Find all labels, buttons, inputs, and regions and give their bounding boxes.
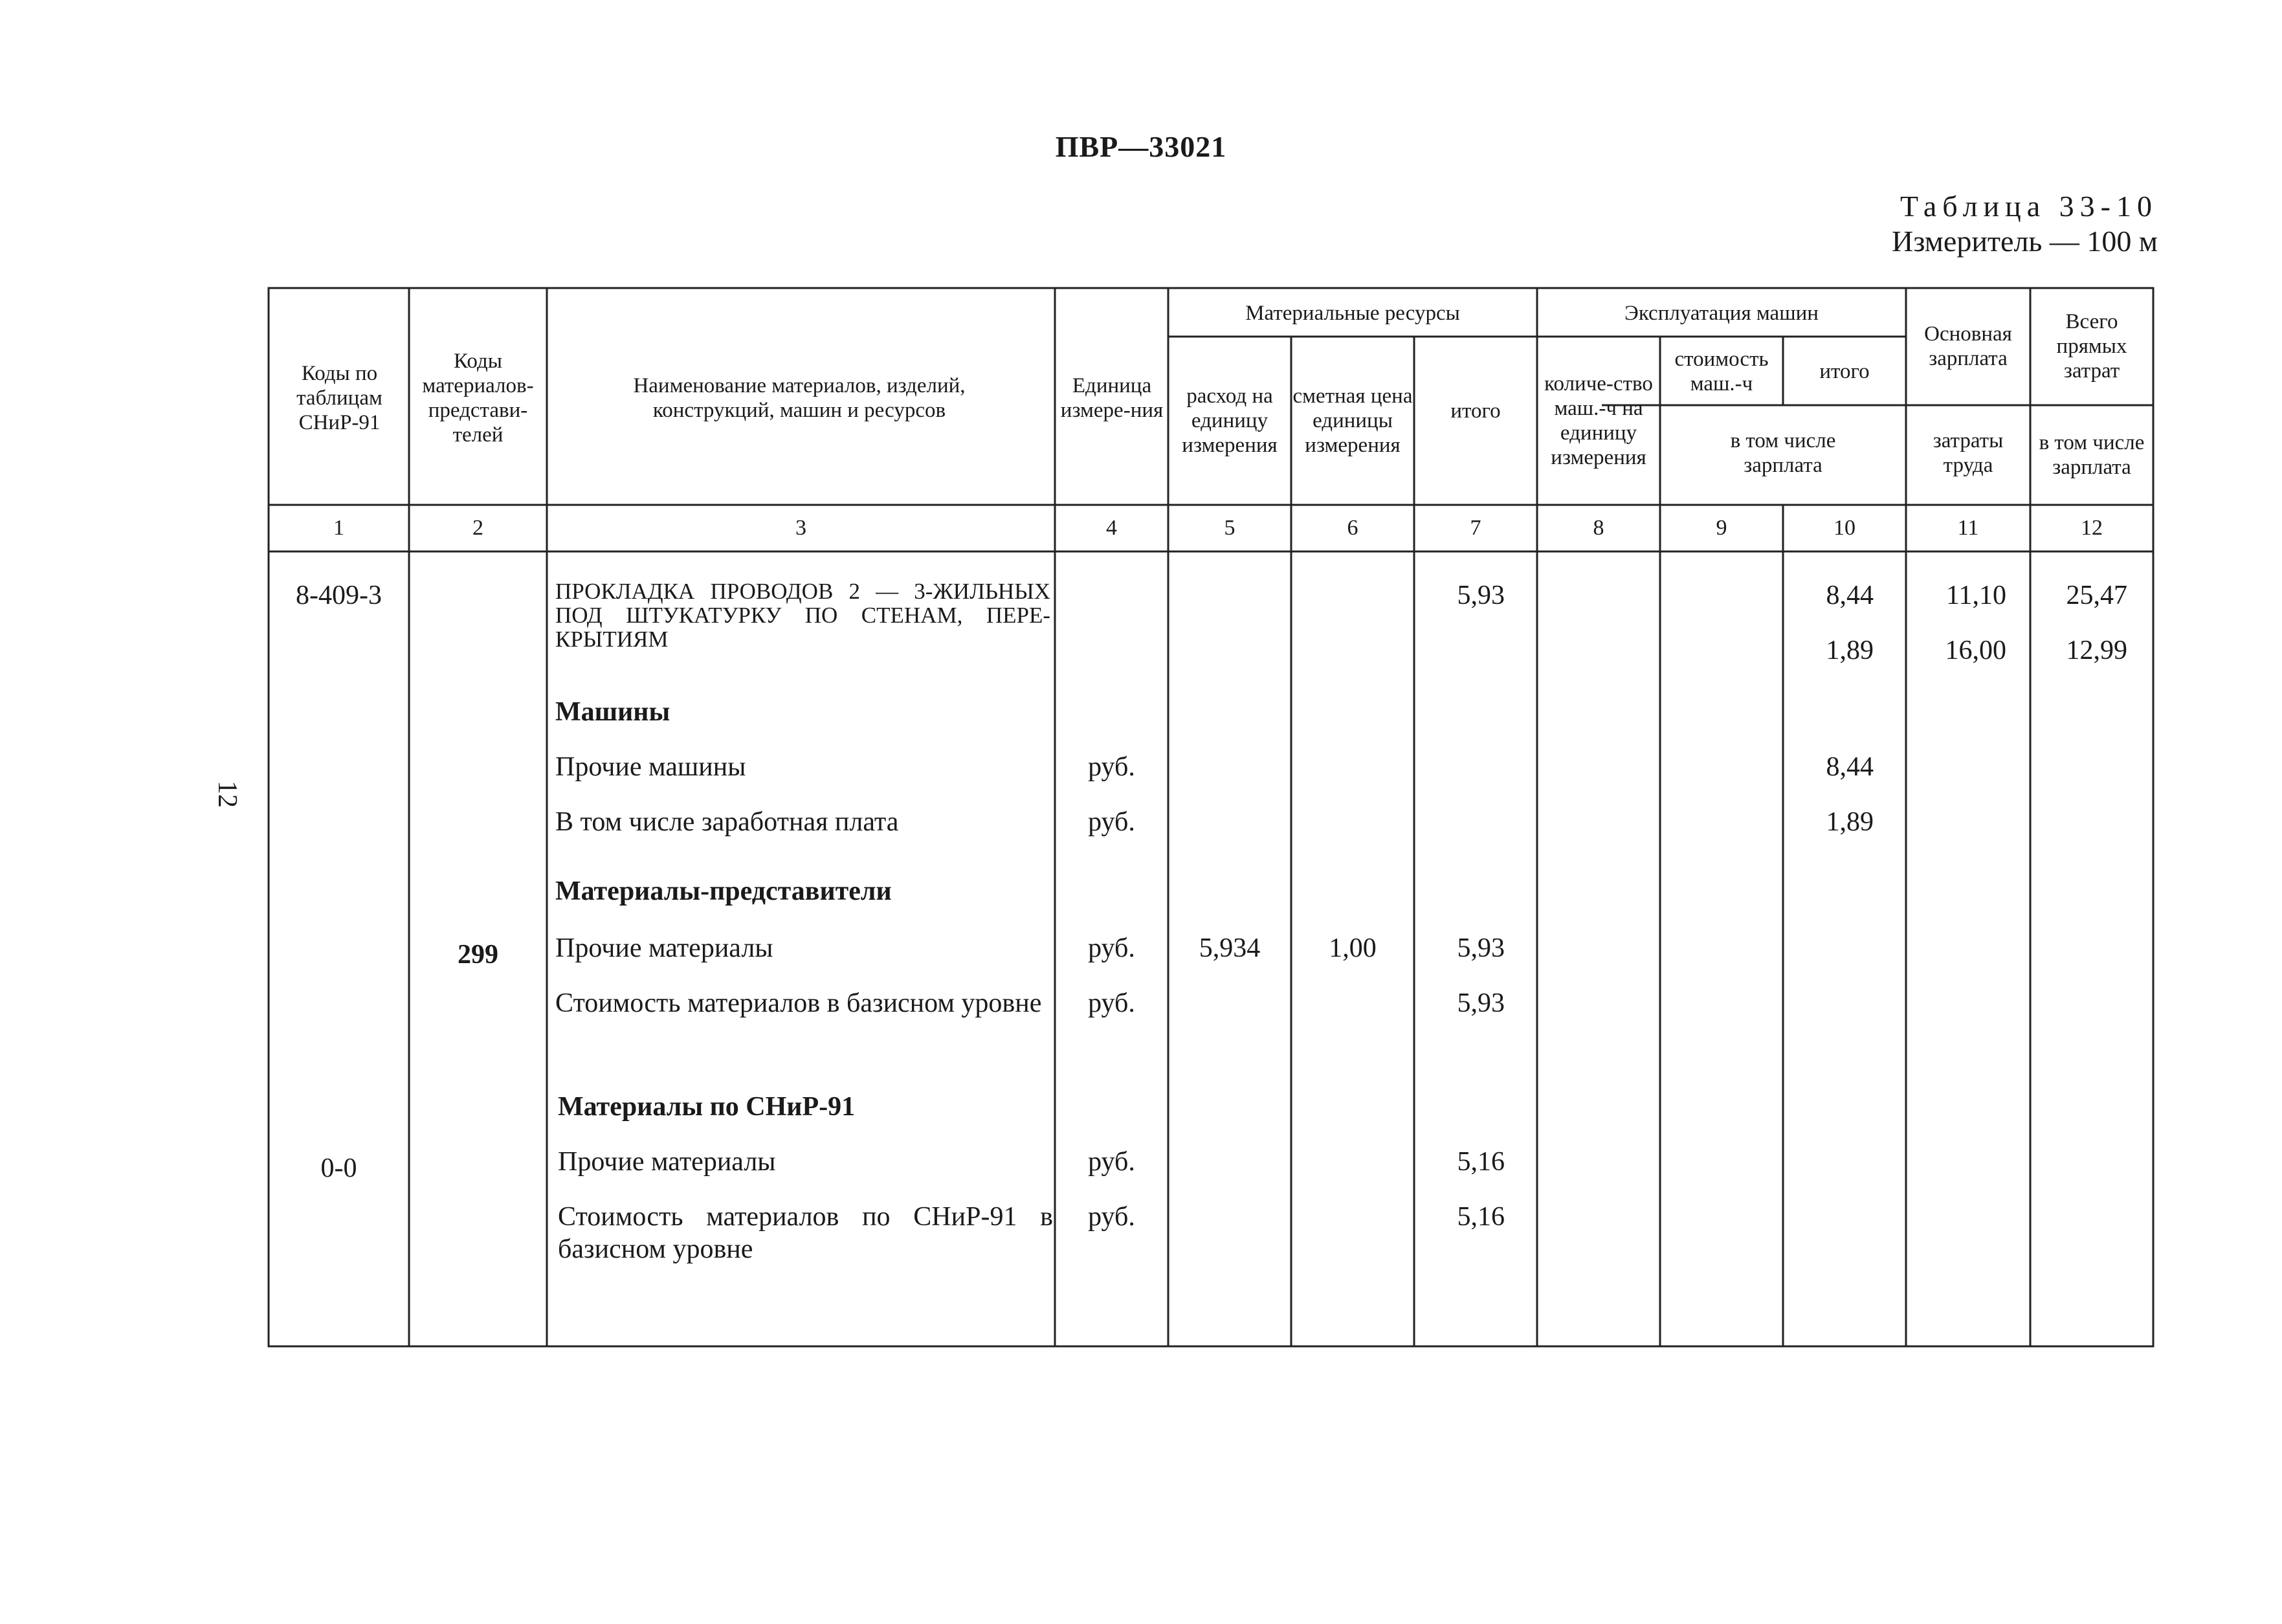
wage-total: 1,89 [1826,807,1874,837]
header-machine-operation: Эксплуатация машин [1624,302,1819,325]
column-number-8: 8 [1593,516,1604,540]
column-number-1: 1 [333,516,344,540]
work-materials-total: 5,93 [1457,581,1505,610]
table-number: Таблица 33-10 [1900,190,2158,223]
column-number-6: 6 [1347,516,1358,540]
snir-cost-label: Стоимость материалов по СНиР-91 в базисном уровне [558,1202,1053,1264]
work-base-wage: 11,10 [1946,581,2006,610]
column-number-7: 7 [1470,516,1481,540]
page-title: ПВР—33021 [1055,130,1227,163]
representative-cost-label: Стоимость материалов в базисном уровне [555,988,1042,1018]
header-machine-hours: количе-ство маш.-ч на единицу измерения [1544,372,1653,469]
header-machines-wage: в том числе зарплата [1730,429,1836,477]
work-name: ПРОКЛАДКА ПРОВОДОВ 2 — 3-ЖИЛЬНЫХ ПОД ШТУКАТУРКУ ПО СТЕНАМ, ПЕРЕ-КРЫТИЯМ [555,579,1050,652]
page-number: 12 [212,781,242,808]
representative-consumption: 5,934 [1199,933,1261,963]
wage-unit: руб. [1088,807,1135,837]
header-unit: Единица измере-ния [1060,374,1164,422]
header-direct-wage: в том числе зарплата [2039,430,2145,479]
representative-price: 1,00 [1329,933,1377,963]
header-direct-total: Всего прямых затрат [2056,310,2127,383]
header-unit-price: сметная цена единицы измерения [1292,384,1413,457]
header-consumption: расход на единицу измерения [1182,384,1278,457]
work-machines-total: 8,44 [1826,581,1874,610]
work-direct-wage: 12,99 [2066,636,2127,665]
representatives-heading: Материалы-представители [555,876,892,906]
snir-item: Прочие материалы [558,1147,776,1177]
column-number-4: 4 [1106,516,1117,540]
header-codes-snir: Коды по таблицам СНиР-91 [296,362,382,434]
representative-total: 5,93 [1457,933,1505,963]
snir-total: 5,16 [1457,1147,1505,1177]
other-machines-unit: руб. [1088,752,1135,782]
snir-unit: руб. [1088,1147,1135,1177]
representative-item: Прочие материалы [555,933,773,963]
header-labor-cost: затраты труда [1933,429,2004,477]
table-label [1892,189,2158,259]
work-labor-cost: 16,00 [1945,636,2006,665]
column-number-12: 12 [2081,516,2103,540]
work-machines-wage: 1,89 [1826,636,1874,665]
header-name: Наименование материалов, изделий, конструкций, машин и ресурсов [633,374,966,422]
header-base-wage: Основная зарплата [1924,322,2012,370]
column-number-9: 9 [1716,516,1727,540]
machines-heading: Машины [555,697,670,727]
header-material-resources: Материальные ресурсы [1245,302,1460,325]
column-number-5: 5 [1224,516,1235,540]
measure-unit: Измеритель — 100 м [1892,225,2158,258]
header-machines-total: итого [1819,360,1870,383]
other-machines-label: Прочие машины [555,752,746,782]
representative-cost-total: 5,93 [1457,988,1505,1018]
snir-cost-total: 5,16 [1457,1202,1505,1232]
header-machine-hour-cost: стоимость маш.-ч [1674,348,1769,395]
header-materials-total: итого [1450,399,1501,423]
column-number-3: 3 [795,516,806,540]
column-number-2: 2 [472,516,483,540]
work-direct-total: 25,47 [2066,581,2127,610]
column-number-10: 10 [1833,516,1856,540]
work-code: 8-409-3 [296,581,382,610]
representative-cost-unit: руб. [1088,988,1135,1018]
column-number-11: 11 [1957,516,1979,540]
snir-cost-unit: руб. [1088,1202,1135,1232]
other-machines-total: 8,44 [1826,752,1874,782]
snir-code: 0-0 [320,1153,357,1183]
representative-unit: руб. [1088,933,1135,963]
representative-code: 299 [458,940,498,970]
header-codes-representatives: Коды материалов-представи-телей [422,350,534,447]
snir-heading: Материалы по СНиР-91 [558,1092,856,1122]
wage-label: В том числе заработная плата [555,807,899,837]
